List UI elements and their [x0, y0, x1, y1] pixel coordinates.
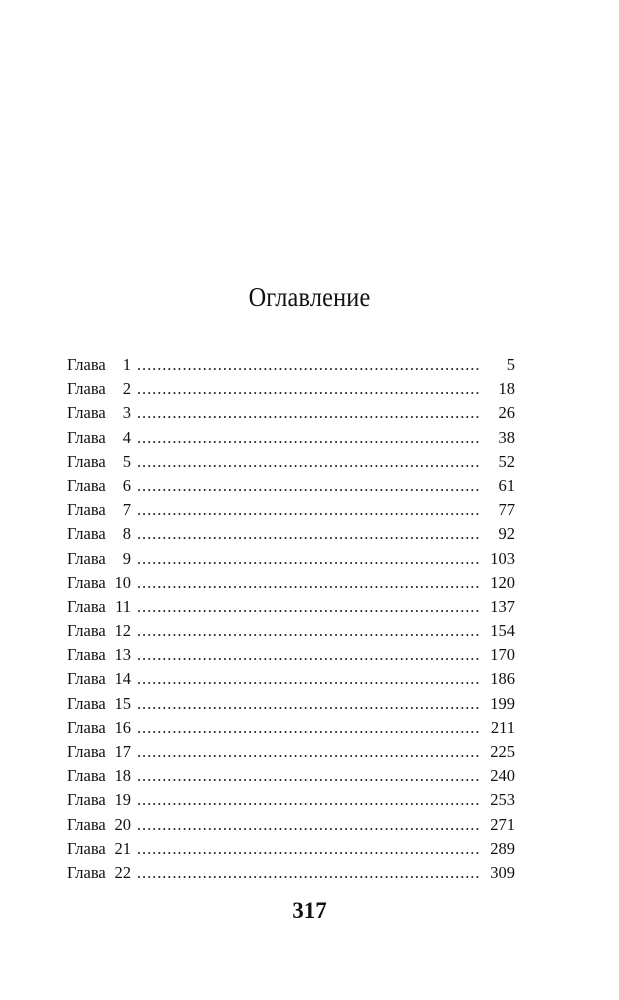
toc-entry[interactable] [67, 353, 515, 377]
chapter-number: 19 [114, 790, 131, 810]
chapter-number: 4 [122, 427, 131, 447]
toc-entry[interactable] [67, 837, 515, 861]
chapter-page-number: 137 [490, 596, 515, 616]
chapter-page-number: 211 [490, 717, 515, 737]
page-number: 317 [292, 898, 327, 923]
chapter-number: 1 [122, 355, 131, 374]
toc-entry[interactable] [67, 813, 515, 837]
dot-leader [137, 861, 479, 885]
dot-leader [137, 692, 479, 716]
dot-leader [137, 426, 479, 450]
chapter-word: Глава [67, 548, 106, 568]
toc-entry[interactable] [67, 522, 515, 546]
dot-leader [137, 764, 479, 788]
chapter-label [67, 353, 131, 377]
chapter-word: Глава [67, 524, 106, 544]
chapter-label [67, 837, 131, 861]
dot-leader [137, 474, 479, 498]
dot-leader [137, 571, 479, 595]
toc-entry[interactable] [67, 571, 515, 595]
chapter-page-number: 309 [490, 862, 515, 882]
chapter-number: 3 [122, 403, 131, 423]
toc-entry[interactable] [67, 716, 515, 740]
chapter-page-number: 225 [490, 742, 515, 761]
chapter-word: Глава [67, 693, 106, 713]
chapter-label [67, 426, 131, 450]
chapter-number: 2 [122, 379, 131, 399]
chapter-word: Глава [67, 596, 106, 616]
chapter-page-number: 26 [498, 403, 515, 423]
dot-leader [137, 619, 479, 643]
toc-entry[interactable] [67, 450, 515, 474]
chapter-number: 15 [114, 693, 131, 713]
chapter-word: Глава [67, 645, 106, 665]
chapter-word: Глава [67, 427, 106, 447]
dot-leader [137, 837, 479, 861]
chapter-page-number: 186 [490, 669, 515, 689]
chapter-number: 7 [122, 500, 131, 520]
dot-leader [137, 498, 479, 522]
toc-list [67, 353, 515, 885]
toc-entry[interactable] [67, 595, 515, 619]
toc-entry[interactable] [67, 619, 515, 643]
chapter-page-number: 52 [498, 451, 515, 471]
chapter-word: Глава [67, 572, 106, 592]
chapter-page-number: 38 [498, 427, 515, 447]
chapter-page-number: 77 [498, 500, 515, 520]
chapter-number: 8 [122, 524, 131, 544]
chapter-page-number: 103 [490, 548, 515, 568]
chapter-word: Глава [67, 451, 106, 471]
chapter-word: Глава [67, 500, 106, 520]
dot-leader [137, 788, 479, 812]
toc-entry[interactable] [67, 377, 515, 401]
chapter-page-number: 271 [490, 814, 515, 834]
chapter-page-number: 289 [490, 838, 515, 858]
chapter-label [67, 498, 131, 522]
chapter-number: 10 [114, 572, 131, 592]
chapter-label [67, 595, 131, 619]
chapter-number: 18 [114, 766, 131, 786]
dot-leader [137, 377, 479, 401]
chapter-word: Глава [67, 838, 106, 858]
toc-entry[interactable] [67, 426, 515, 450]
chapter-label [67, 667, 131, 691]
chapter-number: 16 [114, 717, 131, 737]
chapter-number: 11 [115, 596, 131, 616]
chapter-word: Глава [67, 403, 106, 423]
dot-leader [137, 667, 479, 691]
chapter-label [67, 643, 131, 667]
chapter-number: 5 [122, 451, 131, 471]
chapter-label [67, 377, 131, 401]
chapter-label [67, 522, 131, 546]
toc-title: Оглавление [248, 282, 371, 312]
toc-entry[interactable] [67, 547, 515, 571]
chapter-number: 12 [114, 621, 131, 641]
chapter-number: 17 [114, 742, 131, 761]
dot-leader [137, 716, 479, 740]
dot-leader [137, 813, 479, 837]
dot-leader [137, 522, 479, 546]
chapter-number: 13 [114, 645, 131, 665]
dot-leader [137, 595, 479, 619]
chapter-word: Глава [67, 814, 106, 834]
chapter-page-number: 120 [490, 572, 515, 592]
chapter-page-number: 18 [498, 379, 515, 399]
chapter-label [67, 740, 131, 764]
dot-leader [137, 740, 479, 764]
chapter-page-number: 5 [506, 355, 515, 374]
chapter-number: 20 [114, 814, 131, 834]
chapter-label [67, 571, 131, 595]
chapter-number: 14 [114, 669, 131, 689]
chapter-number: 21 [114, 838, 131, 858]
chapter-number: 9 [122, 548, 131, 568]
toc-entry[interactable] [67, 474, 515, 498]
chapter-page-number: 240 [490, 766, 515, 786]
chapter-label [67, 401, 131, 425]
dot-leader [137, 547, 479, 571]
toc-entry[interactable] [67, 498, 515, 522]
chapter-label [67, 861, 131, 885]
toc-entry[interactable] [67, 692, 515, 716]
chapter-word: Глава [67, 669, 106, 689]
toc-entry[interactable] [67, 667, 515, 691]
chapter-label [67, 450, 131, 474]
toc-entry[interactable] [67, 764, 515, 788]
chapter-word: Глава [67, 766, 106, 786]
chapter-number: 6 [122, 475, 131, 495]
dot-leader [137, 401, 479, 425]
chapter-number: 22 [114, 862, 131, 882]
chapter-page-number: 154 [490, 621, 515, 641]
chapter-page-number: 92 [498, 524, 515, 544]
chapter-word: Глава [67, 742, 106, 761]
toc-entry[interactable] [67, 643, 515, 667]
chapter-page-number: 199 [490, 693, 515, 713]
chapter-word: Глава [67, 862, 106, 882]
chapter-page-number: 61 [498, 475, 515, 495]
chapter-word: Глава [67, 355, 106, 374]
toc-entry[interactable] [67, 788, 515, 812]
chapter-label [67, 764, 131, 788]
chapter-label [67, 547, 131, 571]
dot-leader [137, 450, 479, 474]
toc-entry[interactable] [67, 401, 515, 425]
chapter-word: Глава [67, 379, 106, 399]
chapter-word: Глава [67, 621, 106, 641]
chapter-page-number: 170 [490, 645, 515, 665]
chapter-word: Глава [67, 790, 106, 810]
chapter-label [67, 474, 131, 498]
chapter-page-number: 253 [490, 790, 515, 810]
chapter-label [67, 692, 131, 716]
dot-leader [137, 353, 479, 377]
chapter-label [67, 788, 131, 812]
chapter-label [67, 619, 131, 643]
chapter-word: Глава [67, 475, 106, 495]
dot-leader [137, 643, 479, 667]
toc-entry[interactable] [67, 740, 515, 764]
chapter-word: Глава [67, 717, 106, 737]
toc-entry[interactable] [67, 861, 515, 885]
chapter-label [67, 813, 131, 837]
chapter-label [67, 716, 131, 740]
